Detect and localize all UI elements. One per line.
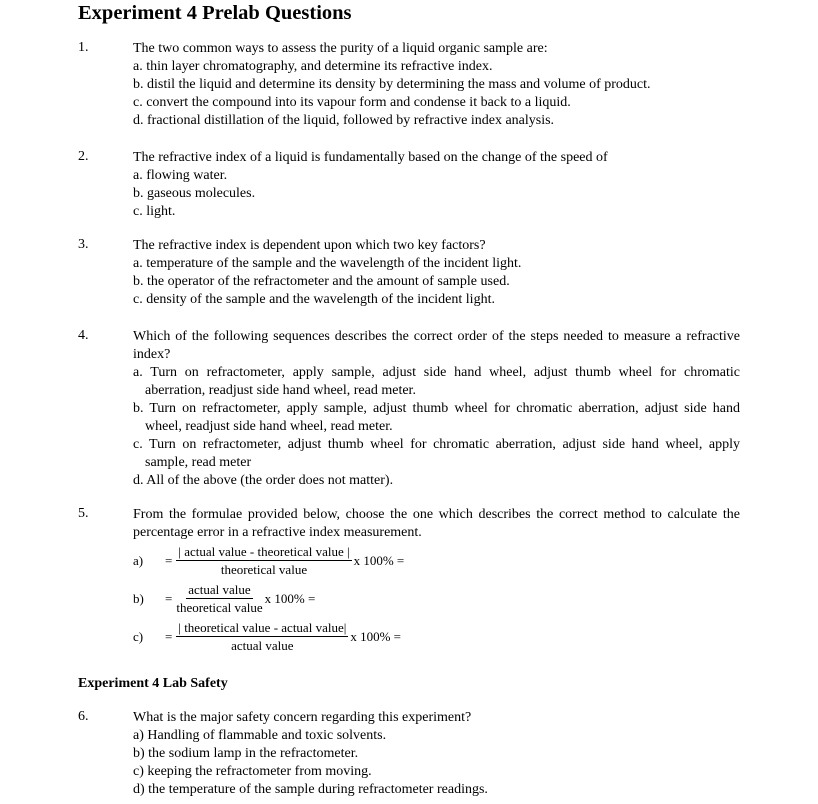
option: b. the operator of the refractometer and the amount of sample used. — [133, 274, 510, 289]
denominator: actual value — [231, 638, 294, 653]
numerator: | theoretical value - actual value| — [178, 620, 347, 635]
question-stem: What is the major safety concern regarding this experiment? — [133, 710, 472, 725]
fraction — [176, 582, 262, 616]
formula-option — [133, 542, 740, 580]
option: c) keeping the refractometer from moving. — [133, 764, 372, 779]
option: b) the sodium lamp in the refractometer. — [133, 746, 359, 761]
question-number: 5. — [78, 506, 89, 521]
equals-sign: = — [165, 553, 173, 568]
question-5 — [78, 506, 740, 656]
numerator: | actual value - theoretical value | — [178, 544, 350, 559]
option: b. gaseous molecules. — [133, 186, 256, 201]
option: a) Handling of flammable and toxic solvents. — [133, 728, 387, 743]
question-stem: From the formulae provided below, choose the one which describes the correct method to calculate the percentage error in a refractive index measurement. — [133, 507, 740, 540]
denominator: theoretical value — [220, 562, 308, 577]
question-number: 1. — [78, 40, 89, 55]
question-body — [133, 237, 740, 309]
option: d) the temperature of the sample during refractometer readings. — [133, 782, 488, 797]
fraction — [176, 544, 351, 578]
question-body — [133, 506, 740, 656]
numerator: actual value — [188, 582, 251, 597]
question-6 — [78, 709, 740, 799]
equals-sign: = — [165, 591, 173, 606]
question-4 — [78, 328, 740, 490]
formula-label: b) — [133, 591, 144, 606]
option: b. Turn on refractometer, apply sample, adjust thumb wheel for chromatic aberration, adjust side hand wheel, readjust side hand wheel, read meter. — [133, 401, 740, 434]
question-body — [133, 149, 740, 221]
option: a. flowing water. — [133, 168, 228, 183]
page-title: Experiment 4 Prelab Questions — [78, 2, 352, 24]
question-body — [133, 328, 740, 490]
multiplier: x 100% = — [350, 629, 401, 644]
option: c. convert the compound into its vapour form and condense it back to a liquid. — [133, 95, 571, 110]
option: c. Turn on refractometer, adjust thumb wheel for chromatic aberration, adjust side hand wheel, apply sample, read meter — [133, 437, 740, 470]
question-number: 2. — [78, 149, 89, 164]
question-body — [133, 40, 740, 130]
formula-label: c) — [133, 629, 144, 644]
question-3 — [78, 237, 740, 309]
formula-option — [133, 618, 740, 656]
option: a. temperature of the sample and the wavelength of the incident light. — [133, 256, 522, 271]
option: c. light. — [133, 204, 176, 219]
formula-label: a) — [133, 553, 144, 568]
question-number: 6. — [78, 709, 89, 724]
question-2 — [78, 149, 740, 221]
fraction — [176, 620, 348, 654]
multiplier: x 100% = — [264, 591, 316, 606]
question-stem: The refractive index is dependent upon which two key factors? — [133, 238, 486, 253]
option: d. fractional distillation of the liquid, followed by refractive index analysis. — [133, 113, 555, 128]
multiplier: x 100% = — [353, 553, 405, 568]
formula-option — [133, 580, 740, 618]
equals-sign: = — [165, 629, 173, 644]
question-stem: Which of the following sequences describes the correct order of the steps needed to measure a refractive index? — [133, 329, 740, 362]
section-heading-lab-safety: Experiment 4 Lab Safety — [78, 676, 228, 691]
question-number: 3. — [78, 237, 89, 252]
question-stem: The refractive index of a liquid is fundamentally based on the change of the speed of — [133, 150, 608, 165]
denominator: theoretical value — [176, 600, 263, 615]
option: c. density of the sample and the wavelength of the incident light. — [133, 292, 495, 307]
option: d. All of the above (the order does not matter). — [133, 473, 394, 488]
question-number: 4. — [78, 328, 89, 343]
option: b. distil the liquid and determine its density by determining the mass and volume of product. — [133, 77, 651, 92]
question-stem: The two common ways to assess the purity of a liquid organic sample are: — [133, 41, 548, 56]
option: a. Turn on refractometer, apply sample, adjust side hand wheel, adjust thumb wheel for chromatic aberration, readjust side hand wheel, read meter. — [133, 365, 740, 398]
question-1 — [78, 40, 740, 130]
option: a. thin layer chromatography, and determine its refractive index. — [133, 59, 493, 74]
